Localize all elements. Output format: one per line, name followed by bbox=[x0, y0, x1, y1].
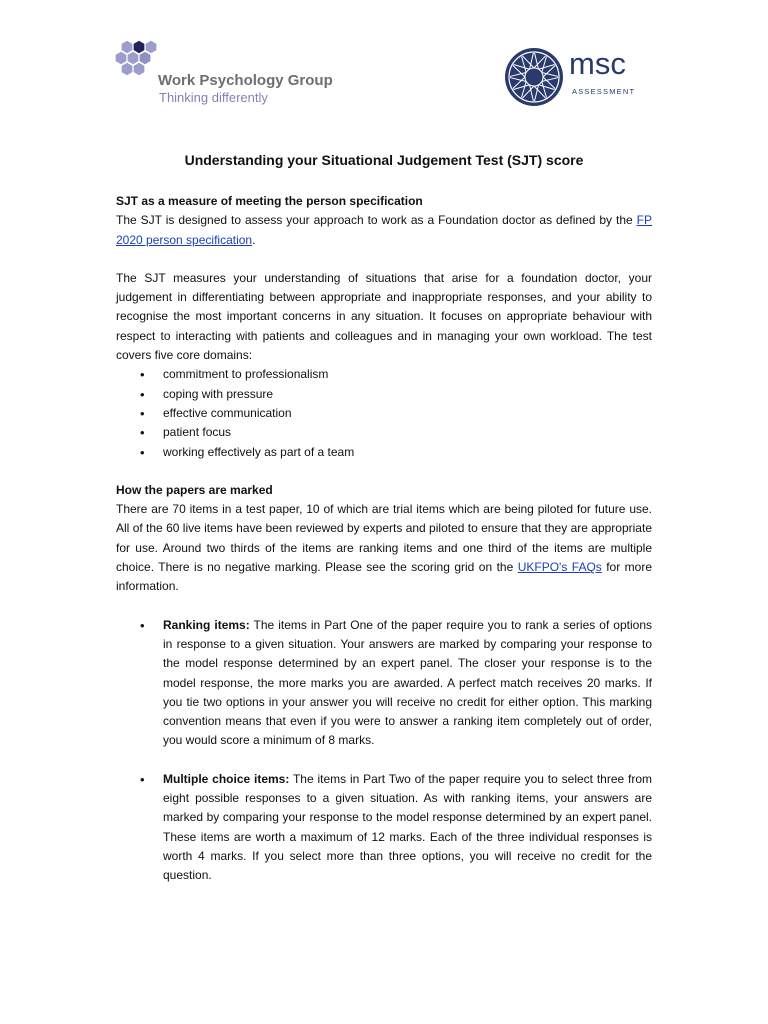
sjt-measures-paragraph: The SJT measures your understanding of situations that arise for a foundation doctor, your judgement in differentiating between appropriate and inappropriate responses, and your ability to recognise the most important concerns in any situation. It focuses on appropriate behaviour with respect to interacting with patients and colleagues and in managing your own workload. The test covers five core domains: bbox=[116, 270, 652, 363]
section-heading-person-spec: SJT as a measure of meeting the person specification bbox=[116, 194, 423, 208]
list-item: • effective communication bbox=[116, 404, 652, 423]
ranking-items-text: The items in Part One of the paper require you to rank a series of options in response to a given situation. Your answers are marked by comparing your response to the model response determined by an expert panel. The closer your response is to the model response, the more marks you are awarded. A perfect match receives 20 marks. If you tie two options in your answer you will receive no credit for either option. This marking convention means that even if you were to answer a ranking item completely out of order, you would score a minimum of 8 marks. bbox=[163, 617, 652, 748]
paragraph-gap bbox=[116, 462, 652, 481]
multiple-choice-items-entry bbox=[116, 770, 652, 886]
ranking-items-label: Ranking items: bbox=[163, 617, 250, 632]
item-types-list bbox=[116, 616, 652, 886]
wpg-logo-tagline: Thinking differently bbox=[159, 90, 268, 105]
multiple-choice-items-label: Multiple choice items: bbox=[163, 771, 290, 786]
paragraph-gap bbox=[116, 250, 652, 269]
list-item: • patient focus bbox=[116, 423, 652, 442]
marking-text: There are 70 items in a test paper, 10 of which are trial items which are being piloted for future use. All of the 60 live items have been reviewed by experts and piloted to ensure that they are appropriate for use. Around two thirds of the items are ranking items and one third of the items are multiple choice. There is no negative marking. Please see the scoring grid on the bbox=[116, 502, 652, 575]
msc-assessment-logo bbox=[503, 46, 663, 110]
person-spec-end: . bbox=[252, 232, 256, 247]
msc-seal-icon bbox=[503, 46, 565, 108]
paragraph-gap bbox=[116, 597, 652, 616]
list-item: • coping with pressure bbox=[116, 385, 652, 404]
list-item: • working effectively as part of a team bbox=[116, 443, 652, 462]
wpg-logo-name: Work Psychology Group bbox=[158, 72, 333, 89]
marking-end: for more information. bbox=[116, 560, 653, 594]
hexagon-cluster-icon bbox=[113, 40, 159, 86]
person-spec-text: The SJT is designed to assess your approach to work as a Foundation doctor as defined by the bbox=[116, 213, 637, 228]
list-item: • commitment to professionalism bbox=[116, 365, 652, 384]
msc-logo-name: msc bbox=[569, 46, 626, 81]
document-title: Understanding your Situational Judgement Test (SJT) score bbox=[184, 152, 584, 168]
msc-logo-subtitle: ASSESSMENT bbox=[572, 87, 636, 96]
ukfpo-faqs-link[interactable]: UKFPO's FAQs bbox=[517, 560, 602, 575]
core-domains-list bbox=[116, 365, 652, 461]
page-header bbox=[0, 0, 768, 120]
document-body bbox=[116, 150, 652, 886]
fp-2020-person-specification-link[interactable]: FP 2020 person specification bbox=[116, 213, 652, 247]
multiple-choice-items-text: The items in Part Two of the paper require you to select three from eight possible responses to a given situation. As with ranking items, your answers are marked by comparing your response to the model response determined by an expert panel. These items are worth a maximum of 12 marks. Each of the three individual responses is worth 4 marks. If you select more than three options, you will receive no credit for the question. bbox=[163, 771, 652, 883]
marking-paragraph bbox=[116, 500, 652, 596]
section-heading-marking: How the papers are marked bbox=[116, 482, 273, 497]
work-psychology-group-logo bbox=[113, 40, 353, 110]
person-spec-paragraph bbox=[116, 211, 652, 250]
ranking-items-entry bbox=[116, 616, 652, 751]
